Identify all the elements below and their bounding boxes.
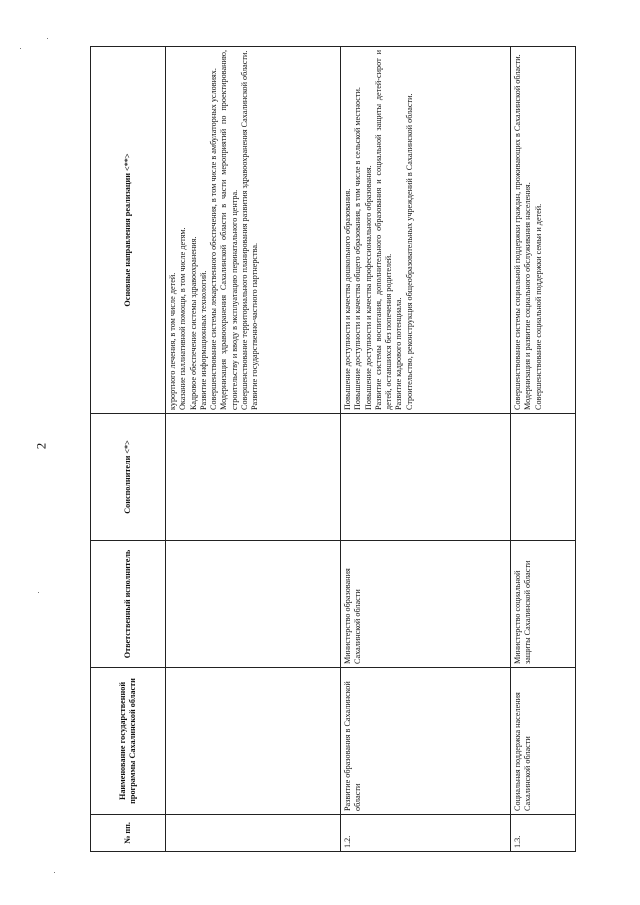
direction-item: Развитие информационных технологий. <box>198 270 208 410</box>
direction-item: Совершенствование территориального планирования развития здравоохранения Сахалинской области. <box>240 50 250 410</box>
direction-item: Повышение доступности и качества общего образования, в том числе в сельской местности. <box>353 87 363 410</box>
cell-responsible: Министерство образования Сахалинской области <box>341 541 511 668</box>
header-directions: Основные направления реализации <**> <box>91 47 166 414</box>
cell-responsible: Министерство социальной защиты Сахалинской области <box>511 541 576 668</box>
rotated-table-wrapper <box>90 50 580 852</box>
direction-item: Совершенствование системы лекарственного обеспечения, в том числе в амбулаторных условиях. <box>209 68 219 410</box>
table-row <box>166 47 341 852</box>
direction-item: Оказание паллиативной помощи, в том числе детям. <box>178 227 188 410</box>
scan-speck <box>47 38 48 39</box>
cell-co-executors <box>341 414 511 541</box>
cell-co-executors <box>166 414 341 541</box>
direction-item: курортного лечения, в том числе детей. <box>168 272 177 410</box>
direction-item: Кадровое обеспечение системы здравоохранения. <box>188 236 198 410</box>
page-number: 2 <box>33 442 49 450</box>
direction-item: Совершенствование системы социальной поддержки граждан, проживающих в Сахалинской области. <box>513 54 522 410</box>
direction-item: Повышение доступности и качества профессионального образования. <box>363 165 373 410</box>
cell-responsible <box>166 541 341 668</box>
cell-directions <box>166 47 341 414</box>
scan-speck <box>54 872 55 873</box>
direction-item: Повышение доступности и качества дошкольного образования. <box>343 188 352 410</box>
direction-item: Совершенствование социальной поддержки семьи и детей. <box>533 203 543 410</box>
direction-item: Строительство, реконструкция общеобразовательных учреждений в Сахалинской области. <box>404 93 414 410</box>
programs-table <box>90 46 576 852</box>
direction-item: Развитие системы воспитания, дополнительного образования и социальной защиты детей-сирот и детей, оставшихся без попечения родителей. <box>373 50 394 410</box>
header-program: Наименование государственной программы Сахалинской области <box>91 668 166 815</box>
cell-num: 1.3. <box>511 815 576 852</box>
direction-item: Развитие государственно-частного партнерства. <box>250 242 260 410</box>
scan-speck <box>20 48 21 49</box>
cell-directions <box>511 47 576 414</box>
header-responsible: Ответственный исполнитель <box>91 541 166 668</box>
header-co-executors: Соисполнители <*> <box>91 414 166 541</box>
cell-num <box>166 815 341 852</box>
scan-speck <box>38 592 39 593</box>
table-header-row <box>91 47 166 852</box>
direction-item: Модернизация и развитие социального обслуживания населения. <box>523 182 533 410</box>
cell-num: 1.2. <box>341 815 511 852</box>
table-row <box>511 47 576 852</box>
direction-item: Модернизация здравоохранения Сахалинской области в части мероприятий по проектированию, строительству и вводу в эксплуатацию перинатального центра. <box>219 50 239 410</box>
cell-program: Социальная поддержка населения Сахалинской области <box>511 668 576 815</box>
table-row <box>341 47 511 852</box>
header-num: № пп. <box>91 815 166 852</box>
cell-directions <box>341 47 511 414</box>
cell-program: Развитие образования в Сахалинской области <box>341 668 511 815</box>
cell-co-executors <box>511 414 576 541</box>
cell-program <box>166 668 341 815</box>
direction-item: Развитие кадрового потенциала. <box>394 297 404 410</box>
